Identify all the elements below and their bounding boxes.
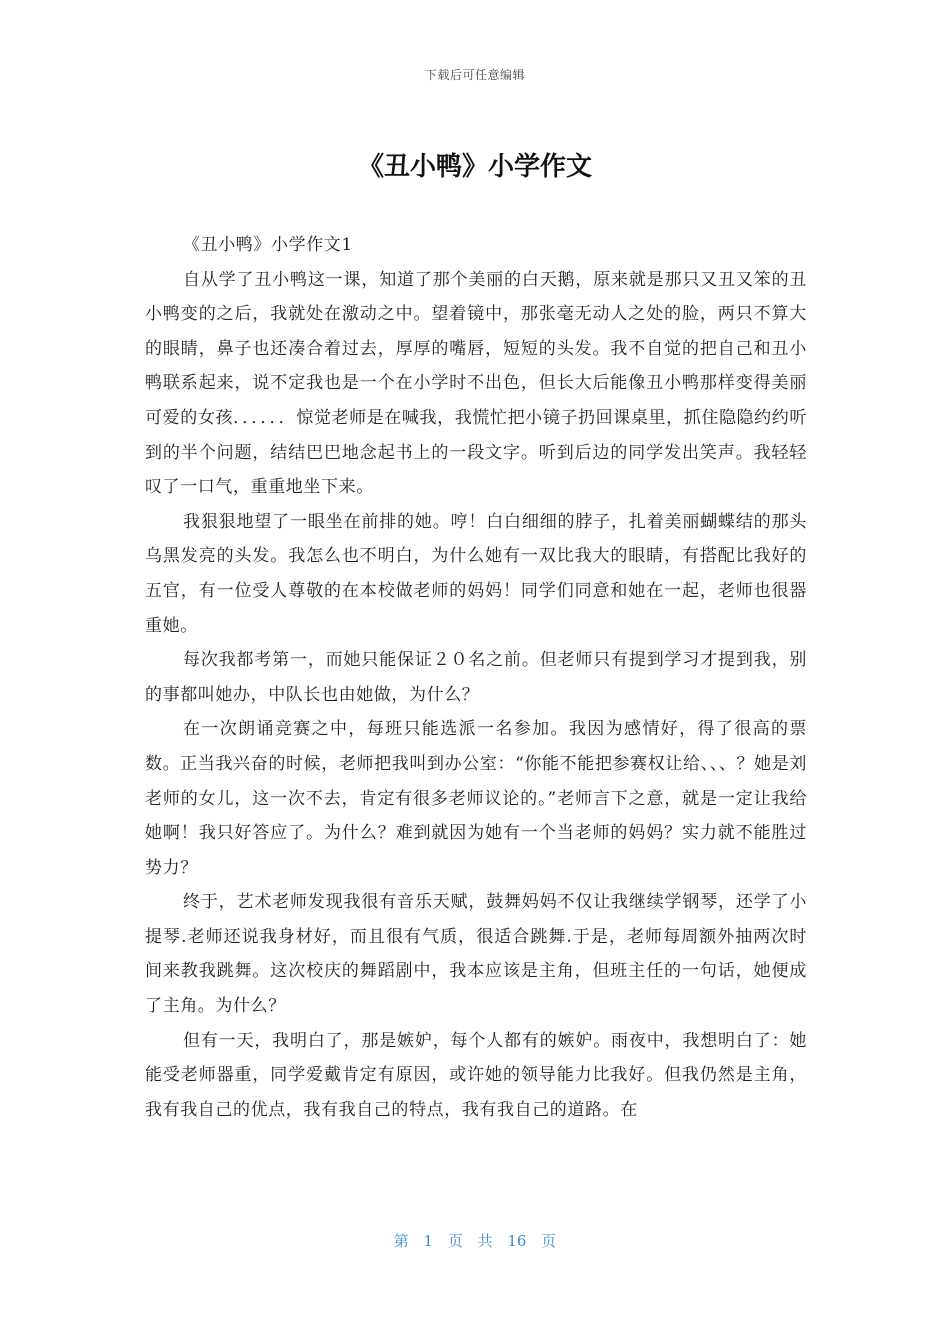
page-header-note: 下载后可任意编辑	[424, 68, 525, 82]
page-number-footer: 第 1 页 共 16 页	[393, 1232, 557, 1250]
paragraph: 在一次朗诵竞赛之中，每班只能选派一名参加。我因为感情好，得了很高的票数。正当我兴奋的时候，老师把我叫到办公室：“你能不能把参赛权让给、、、？她是刘老师的女儿，这一次不去，肯定有很多老师议论的。”老师言下之意，就是一定让我给她啊！我只好答应了。为什么？难到就因为她有一个当老师的妈妈？实力就不能胜过势力？	[145, 719, 807, 878]
essay-subtitle: 《丑小鸭》小学作文1	[183, 235, 353, 255]
document-title: 《丑小鸭》小学作文	[357, 152, 592, 182]
document-body	[145, 228, 807, 1127]
paragraph: 但有一天，我明白了，那是嫉妒，每个人都有的嫉妒。雨夜中，我想明白了：她能受老师器重，同学爱戴肯定有原因，或许她的领导能力比我好。但我仍然是主角，我有我自己的优点，我有我自己的特点，我有我自己的道路。在	[145, 1030, 807, 1120]
paragraph: 自从学了丑小鸭这一课，知道了那个美丽的白天鹅，原来就是那只又丑又笨的丑小鸭变的之后，我就处在激动之中。望着镜中，那张毫无动人之处的脸，两只不算大的眼睛，鼻子也还凑合着过去，厚厚的嘴唇，短短的头发。我不自觉的把自己和丑小鸭联系起来，说不定我也是一个在小学时不出色，但长大后能像丑小鸭那样变得美丽可爱的女孩．．．．．．惊觉老师是在喊我，我慌忙把小镜子扔回课桌里，抓住隐隐约约听到的半个问题，结结巴巴地念起书上的一段文字。听到后边的同学发出笑声。我轻轻叹了一口气，重重地坐下来。	[145, 269, 807, 498]
paragraph: 终于，艺术老师发现我很有音乐天赋，鼓舞妈妈不仅让我继续学钢琴，还学了小提琴.老师还说我身材好，而且很有气质，很适合跳舞.于是，老师每周额外抽两次时间来教我跳舞。这次校庆的舞蹈剧中，我本应该是主角，但班主任的一句话，她便成了主角。为什么？	[145, 892, 807, 1017]
paragraph: 我狠狠地望了一眼坐在前排的她。哼！白白细细的脖子，扎着美丽蝴蝶结的那头乌黑发亮的头发。我怎么也不明白，为什么她有一双比我大的眼睛，有搭配比我好的五官，有一位受人尊敬的在本校做老师的妈妈！同学们同意和她在一起，老师也很器重她。	[145, 511, 807, 636]
paragraph: 每次我都考第一，而她只能保证２０名之前。但老师只有提到学习才提到我，别的事都叫她办，中队长也由她做，为什么？	[145, 650, 807, 705]
